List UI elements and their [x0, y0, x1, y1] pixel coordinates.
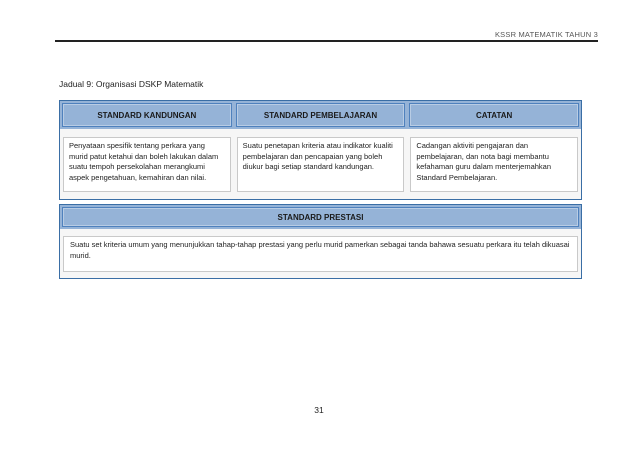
header-divider	[55, 40, 598, 42]
table-caption: Jadual 9: Organisasi DSKP Matematik	[59, 79, 204, 89]
prestasi-header-row	[60, 205, 581, 229]
cell-catatan: Cadangan aktiviti pengajaran dan pembelajaran, dan nota bagi membantu kefahaman guru dalam menterjemahkan Standard Pembelajaran.	[410, 137, 578, 192]
column-header-standard-kandungan: STANDARD KANDUNGAN	[62, 103, 232, 127]
dskp-organisation-table	[59, 100, 582, 200]
column-header-catatan: CATATAN	[409, 103, 579, 127]
column-header-standard-pembelajaran: STANDARD PEMBELAJARAN	[236, 103, 406, 127]
document-header-title: KSSR MATEMATIK TAHUN 3	[494, 30, 598, 39]
page-number: 31	[314, 405, 324, 415]
cell-standard-pembelajaran: Suatu penetapan kriteria atau indikator kualiti pembelajaran dan pencapaian yang boleh diukur bagi setiap standard kandungan.	[237, 137, 405, 192]
table-body-row	[60, 129, 581, 199]
cell-standard-prestasi: Suatu set kriteria umum yang menunjukkan tahap-tahap prestasi yang perlu murid pamerkan sebagai tanda bahawa sesuatu perkara itu telah dikuasai murid.	[63, 236, 578, 272]
prestasi-body-row	[60, 229, 581, 278]
standard-prestasi-table	[59, 204, 582, 279]
cell-standard-kandungan: Penyataan spesifik tentang perkara yang murid patut ketahui dan boleh lakukan dalam suatu tempoh persekolahan merangkumi aspek pengetahuan, kemahiran dan nilai.	[63, 137, 231, 192]
column-header-standard-prestasi: STANDARD PRESTASI	[62, 207, 579, 227]
table-header-row	[60, 101, 581, 129]
